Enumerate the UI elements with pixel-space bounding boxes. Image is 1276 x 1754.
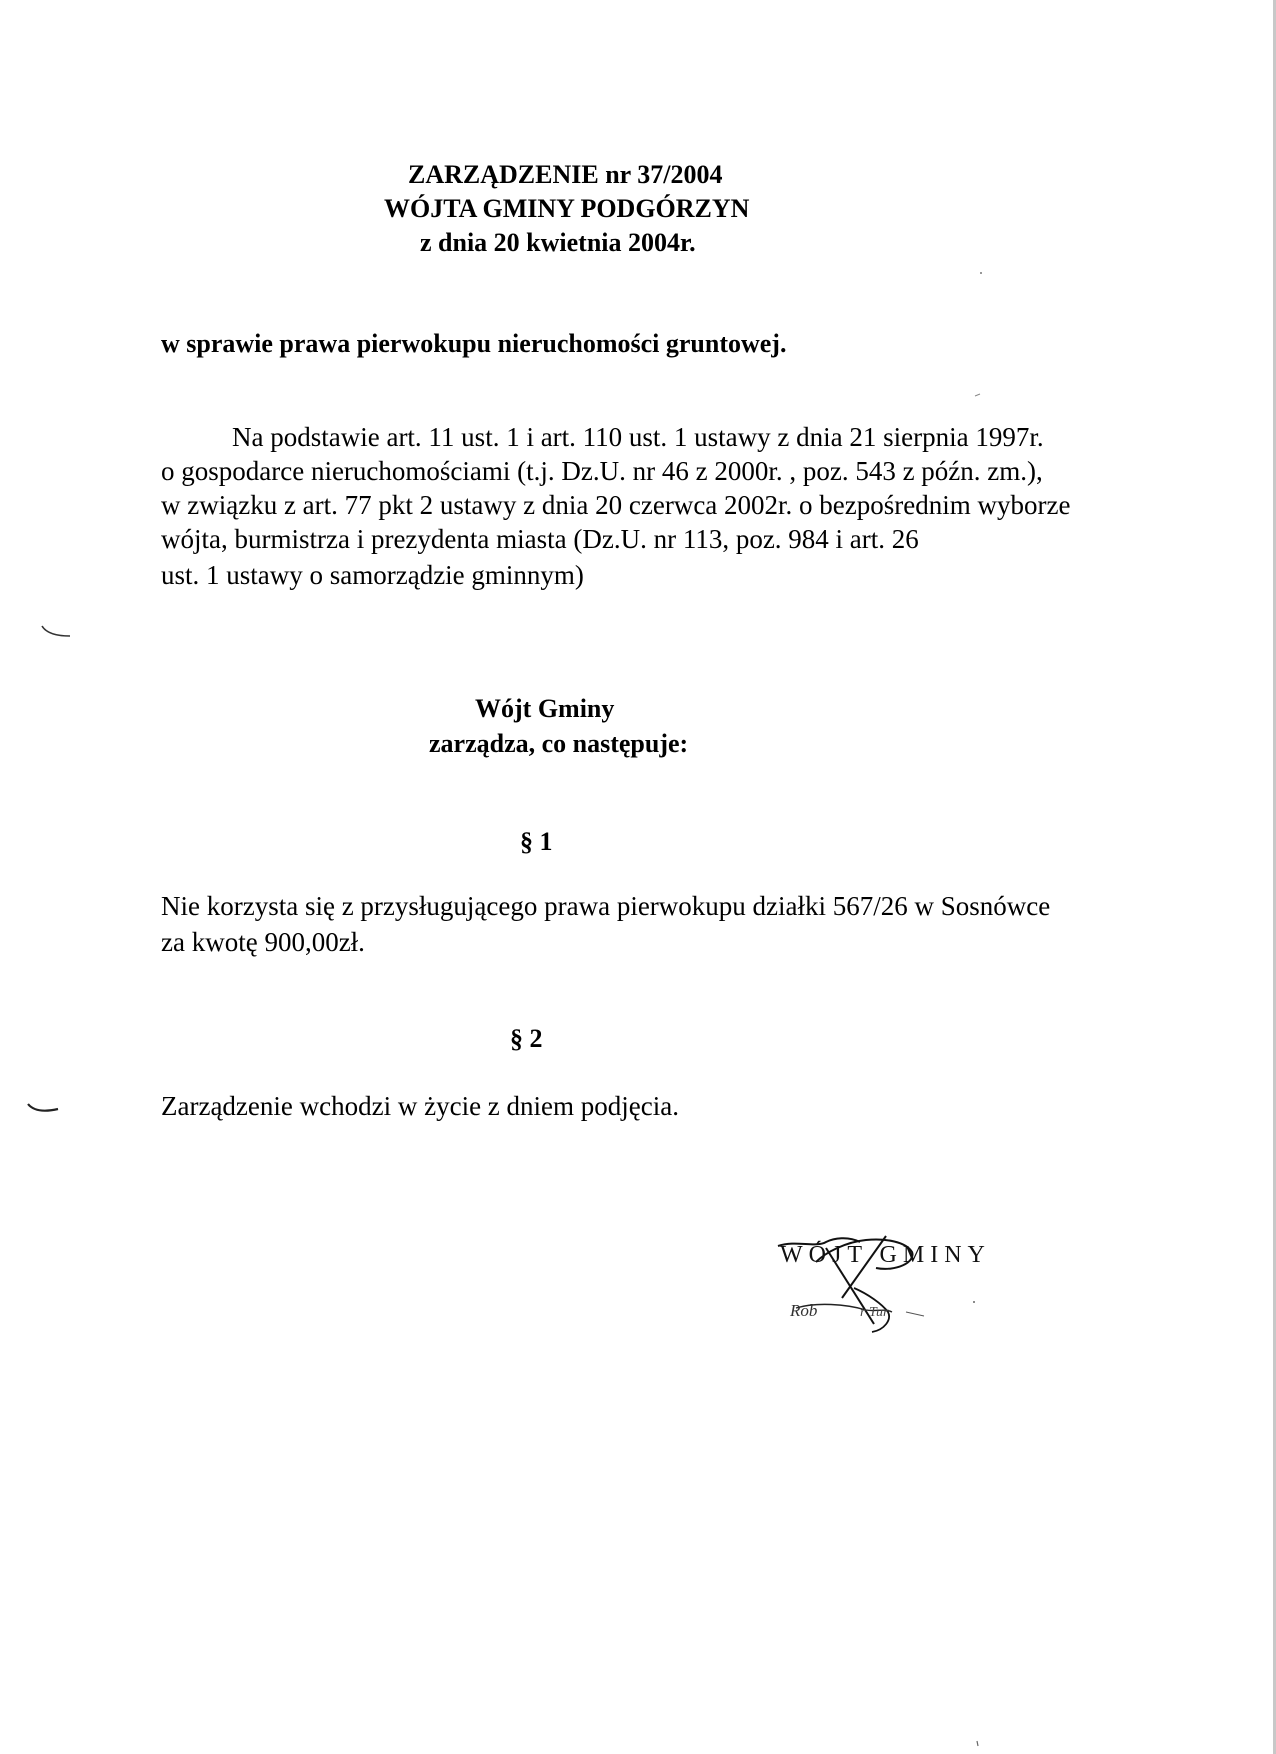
document-issuer: WÓJTA GMINY PODGÓRZYN [384, 194, 750, 223]
enactment-verb: zarządza, co następuje: [429, 729, 689, 758]
official-stamp [756, 1212, 996, 1342]
svg-text:Rob: Rob [790, 1301, 818, 1320]
preamble-line: w związku z art. 77 pkt 2 ustawy z dnia 20 czerwca 2002r. o bezpośrednim wyborze [161, 490, 1071, 520]
svg-text:r Tur: r Tur [860, 1305, 889, 1320]
preamble-line: o gospodarce nieruchomościami (t.j. Dz.U. nr 46 z 2000r. , poz. 543 z późn. zm.), [161, 456, 1043, 486]
section-heading: § 2 [510, 1024, 543, 1053]
document-title: ZARZĄDZENIE nr 37/2004 [408, 160, 723, 189]
document-date: z dnia 20 kwietnia 2004r. [420, 228, 696, 257]
section-text: Zarządzenie wchodzi w życie z dniem podjęcia. [161, 1091, 679, 1121]
section-heading: § 1 [520, 827, 553, 856]
preamble-line: ust. 1 ustawy o samorządzie gminnym) [161, 560, 584, 590]
document-subject: w sprawie prawa pierwokupu nieruchomości gruntowej. [161, 329, 787, 358]
section-text: Nie korzysta się z przysługującego prawa pierwokupu działki 567/26 w Sosnówce [161, 891, 1051, 921]
preamble-line: Na podstawie art. 11 ust. 1 i art. 110 ust. 1 ustawy z dnia 21 sierpnia 1997r. [232, 422, 1044, 452]
scan-mark [978, 270, 984, 276]
enactment-subject: Wójt Gminy [475, 694, 615, 723]
scan-mark [40, 624, 72, 640]
preamble-line: wójta, burmistrza i prezydenta miasta (Dz.U. nr 113, poz. 984 i art. 26 [161, 524, 919, 554]
stamp-text: WÓJT GMINY [780, 1242, 991, 1268]
signature-icon [756, 1212, 996, 1342]
scan-mark [26, 1102, 60, 1118]
scan-mark [974, 392, 982, 398]
scan-mark [975, 1740, 981, 1748]
section-text: za kwotę 900,00zł. [161, 927, 365, 957]
